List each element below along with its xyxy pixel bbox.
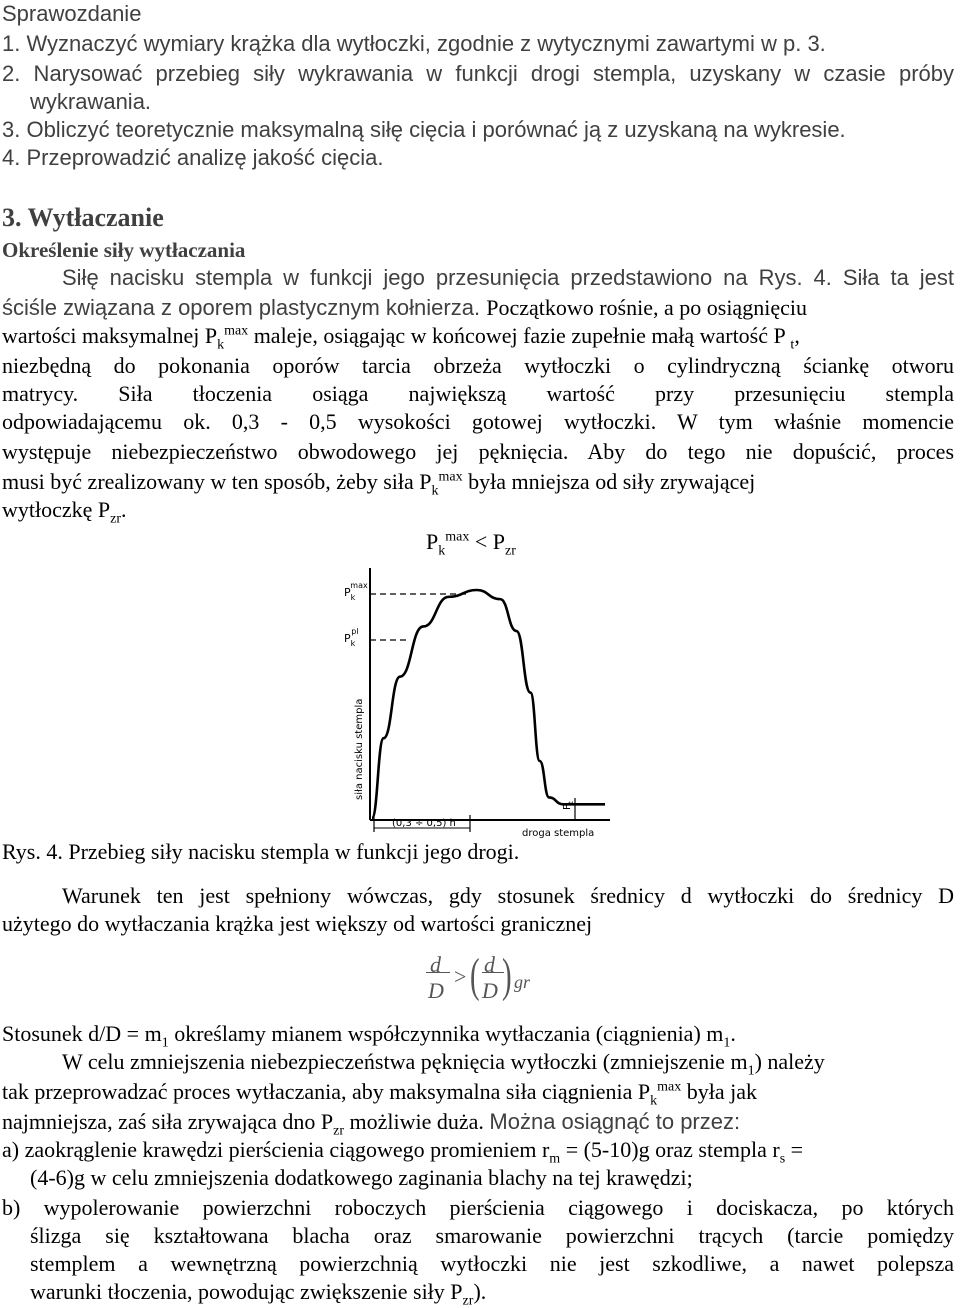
list-item-a-line2: (4-6)g w celu zmniejszenia dodatkowego zaginania blachy na tej krawędzi; bbox=[30, 1165, 693, 1190]
list-item-a-line1: a) zaokrąglenie krawędzi pierścienia ciągowego promieniem $r_m = (5-10)g$ oraz stempla $r_s$ = bbox=[2, 1137, 804, 1167]
section-subheading: Określenie siły wytłaczania bbox=[2, 238, 246, 262]
list-item-b-line1: b) wypolerowanie powierzchni roboczych pierścienia ciągowego i dociskacza, po których bbox=[2, 1195, 954, 1220]
list-item-b-line4: warunki tłoczenia, powodując zwiększenie siły $P_{zr}$). bbox=[30, 1279, 487, 1308]
para1-line5: matrycy. Siła tłoczenia osiąga największą wartość przy przesunięciu stempla bbox=[2, 381, 954, 406]
para1-line8: musi być zrealizowany w ten sposób, żeby siła $P_k^{max}$ była mniejsza od siły zrywającej bbox=[2, 469, 756, 499]
task-item-2: 2. Narysować przebieg siły wykrawania w funkcji drogi stempla, uzyskany w czasie próby bbox=[2, 61, 954, 86]
ratio-formula: d D > ( d D ) gr bbox=[428, 949, 531, 1003]
inequality-formula: $P_k^{max} < P_{zr}$ bbox=[426, 529, 516, 559]
para4-line2: tak przeprowadzać proces wytłaczania, aby maksymalna siła ciągnienia $P_k^{max}$ była jak bbox=[2, 1079, 757, 1109]
para2-line1: Warunek ten jest spełniony wówczas, gdy stosunek średnicy d wytłoczki do średnicy D bbox=[62, 883, 954, 908]
task-item-4: 4. Przeprowadzić analizę jakość cięcia. bbox=[2, 145, 384, 170]
pkpl-label: $P_kpl$ bbox=[344, 627, 359, 648]
y-axis-label: siła nacisku stempla bbox=[354, 698, 365, 800]
dim-label: (0,3 ÷ 0,5) h bbox=[392, 818, 456, 829]
para1-line4: niezbędną do pokonania oporów tarcia obrzeża wytłoczki o cylindryczną ściankę otworu bbox=[2, 353, 954, 378]
para1-line6: odpowiadającemu ok. 0,3 - 0,5 wysokości gotowej wytłoczki. W tym właśnie momencie bbox=[2, 409, 954, 434]
para1-line9: wytłoczkę $P_{zr}$. bbox=[2, 497, 127, 527]
pkmax-label: $P_k\max$ bbox=[344, 581, 368, 602]
force-curve bbox=[372, 590, 605, 818]
para1-line3: wartości maksymalnej $P_k^{max}$ maleje, osiągając w końcowej fazie zupełnie małą wartość P $_t$, bbox=[2, 323, 800, 353]
list-item-b-line2: ślizga się kształtowana blacha oraz smarowanie powierzchni trących (tarcie pomiędzy bbox=[30, 1223, 954, 1248]
para1-line2: ściśle związana z oporem plastycznym kołnierza. Początkowo rośnie, a po osiągnięciu bbox=[2, 295, 807, 320]
para2-line2: użytego do wytłaczania krążka jest większy od wartości granicznej bbox=[2, 911, 593, 936]
report-title: Sprawozdanie bbox=[2, 1, 142, 26]
task-item-1: 1. Wyznaczyć wymiary krążka dla wytłoczki, zgodnie z wytycznymi zawartymi w p. 3. bbox=[2, 31, 826, 56]
force-travel-chart bbox=[330, 560, 620, 840]
pt-label: $P_t$ bbox=[562, 801, 575, 810]
x-axis-label: droga stempla bbox=[522, 828, 595, 839]
para4-line1: W celu zmniejszenia niebezpieczeństwa pęknięcia wytłoczki (zmniejszenie $m_1$) należy bbox=[62, 1049, 825, 1079]
para1-line1: Siłę nacisku stempla w funkcji jego przesunięcia przedstawiono na Rys. 4. Siła ta jest bbox=[62, 265, 954, 290]
para1-line7: występuje niebezpieczeństwo obwodowego jej pęknięcia. Aby do tego nie dopuścić, proces bbox=[2, 439, 954, 464]
para3-line1: Stosunek $d/D = m_1$ określamy mianem współczynnika wytłaczania (ciągnienia) $m_1$. bbox=[2, 1021, 736, 1051]
section-heading: 3. Wytłaczanie bbox=[2, 203, 164, 232]
task-item-2-cont: wykrawania. bbox=[30, 89, 152, 114]
list-item-b-line3: stemplem a wewnętrzną powierzchnią wytłoczki nie jest szkodliwe, a nawet polepsza bbox=[30, 1251, 954, 1276]
task-item-3: 3. Obliczyć teoretycznie maksymalną siłę cięcia i porównać ją z uzyskaną na wykresie. bbox=[2, 117, 846, 142]
figure-caption: Rys. 4. Przebieg siły nacisku stempla w funkcji jego drogi. bbox=[2, 839, 520, 864]
para4-line3: najmniejsza, zaś siła zrywająca dno $P_{zr}$ możliwie duża. Można osiągnąć to przez: bbox=[2, 1109, 741, 1139]
